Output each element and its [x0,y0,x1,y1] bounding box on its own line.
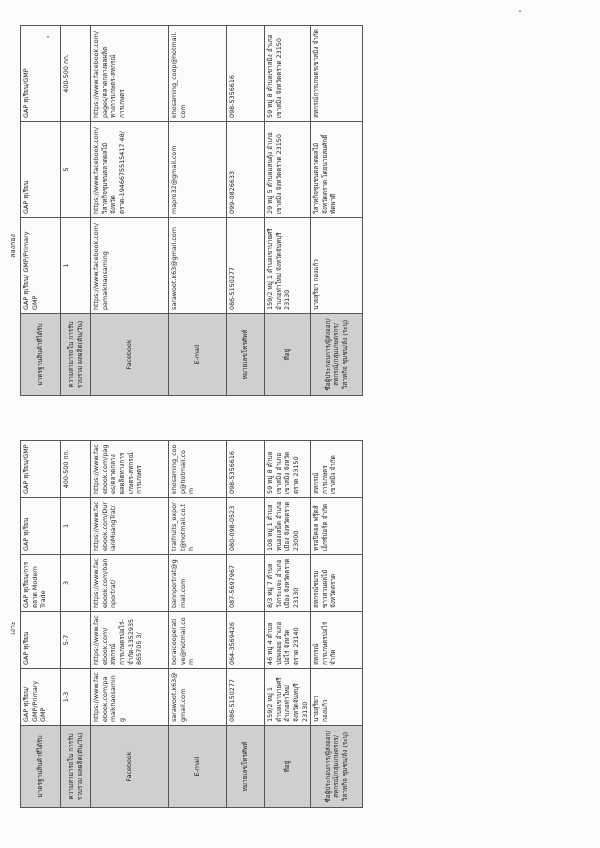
cell-address: 108 หมู่ 1 ตำบลหนองเสม็ด อำเภอเมือง จังหวัดตราด 23000 [265,498,311,555]
cell-phone: 080-098-0523 [227,498,265,555]
cell-capacity: 400-500 กก. [61,441,91,498]
table1-field-name [311,441,363,808]
header-facebook: Facebook [91,314,169,396]
cell-facebook: https://www.facebook.com/pamaikhaosaming [91,669,169,726]
cell-standard: GAP ทุเรียน/GMP [21,26,61,122]
header-facebook: Facebook [91,726,169,808]
cell-address: 159/2 หมู่ 1 ตำบลเขาบายศรี อำเภอท่าใหม่ จังหวัดจันทบุรี 23130 [265,669,311,726]
header-email: E-mail [169,726,227,808]
table1-field-standard [21,441,61,808]
table2-field-email [169,26,227,396]
cell-address: 46 หมู่ 4 ตำบลบ่อพลอย อำเภอบ่อไร่ จังหวัดตราด 23140 [265,612,311,669]
cell-name: นายสุริยา กองแก้ว [311,669,363,726]
cell-phone: 099-0826633 [227,122,265,218]
table2 [20,25,363,396]
cell-facebook: https://www.facebook.com/bannportrat/ [91,555,169,612]
header-capacity: ความสามารถใน การรับรวบรวม ผลผลิต(ตัน/วัน) [61,726,91,808]
cell-phone: 098-5356616 [227,441,265,498]
cell-name: สหกรณ์การเกษตรเขาสมิง จำกัด [311,441,363,498]
cell-phone: 086-5150277 [227,218,265,314]
cell-facebook: https://www.facebook.com/DurianMuangTrat/ [91,498,169,555]
cell-capacity: 400-500 กก. [61,26,91,122]
header-standard: มาตรฐานสินค้าที่ได้รับ [21,726,61,808]
cell-standard: GAP ทุเรียน/GMP [21,441,61,498]
header-name: ชื่อผู้ประกอบการ/ผู้ส่งออก/ สหกรณ์/กลุ่มเกษตรกร/วิสาหกิจ ชุมชน/ล้ง (ระบุ) [311,314,363,396]
cell-facebook: https://www.facebook.com/pages/ตลาดกลางผลผลิตทางการเกษตร-สหกรณ์การเกษตร [91,26,169,122]
header-phone: หมายเลขโทรศัพท์ [227,726,265,808]
header-standard: มาตรฐานสินค้าที่ได้รับ [21,314,61,396]
cell-email: bannportrat@gmail.com [169,555,227,612]
cell-standard: GAP ทุเรียน [21,612,61,669]
cell-phone: 086-5150277 [227,669,265,726]
cell-capacity: 3 [61,555,91,612]
cell-name: สหกรณ์ชมรมชาวสวนผลไม้ จังหวัดตราด [311,555,363,612]
cell-name: นายสุริยา กองแก้ว [311,218,363,314]
table2-title: ลองกอง [9,234,17,258]
cell-phone: 087-5697967 [227,555,265,612]
cell-capacity: 1 [61,218,91,314]
cell-address: 59 หมู่ 8 ตำบลเขาสมิง อำเภอเขาสมิง จังหวัดตราด 23150 [265,441,311,498]
cell-capacity: 5-7 [61,612,91,669]
table2-field-name [311,26,363,396]
cell-email: sarawoot.k63@gmail.com [169,669,227,726]
cell-address: 159/2 หมู่ 1 ตำบลเขาบายศรี อำเภอท่าใหม่ จังหวัดจันทบุรี 23130 [265,218,311,314]
cell-email: khosaming_coop@hotmail.com [169,441,227,498]
header-capacity: ความสามารถใน การรับรวบรวม ผลผลิต(ตัน/วัน) [61,314,91,396]
cell-email: sarawoot.k63@gmail.com [169,218,227,314]
table2-field-phone [227,26,265,396]
cell-name: สหกรณ์การเกษตรเขาสมิง จำกัด [311,26,363,122]
table1-title: เงาะ [9,621,17,635]
cell-capacity: 1-3 [61,669,91,726]
cell-facebook: https://www.facebook.com/วิสาหกิจชุมชนตลาดผลไม้จังหวัดตราด-1946675515417 48/ [91,122,169,218]
cell-address: 8/3 หมู่ 7 ตำบลวังกระแจะ อำเภอเมือง จังหวัดตราด 23130 [265,555,311,612]
cell-address: 59 หมู่ 8 ตำบลเขาสมิง อำเภอเขาสมิง จังหวัดตราด 23150 [265,26,311,122]
cell-phone: 098-5356616 [227,26,265,122]
cell-standard: GAP ทุเรียน/ GMP/Primary GMP [21,218,61,314]
table1-field-phone [227,441,265,808]
cell-facebook: https://www.facebook.com/สหกรณ์การเกษตรบ่อไร่-จำกัด-1352935865705 3/ [91,612,169,669]
table2-field-standard [21,26,61,396]
cell-phone: 064-3569426 [227,612,265,669]
header-email: E-mail [169,314,227,396]
cell-name: สหกรณ์การเกษตรบ่อไร่ จำกัด [311,612,363,669]
table2-field-address [265,26,311,396]
table1-field-email [169,441,227,808]
cell-standard: GAP ทุเรียน [21,122,61,218]
header-name: ชื่อผู้ประกอบการ/ผู้ส่งออก/ สหกรณ์/กลุ่มเกษตรกร/วิสาหกิจ ชุมชน/ล้ง (ระบุ) [311,726,363,808]
table2-field-capacity [61,26,91,396]
table1 [20,440,363,808]
header-address: ที่อยู่ [265,726,311,808]
cell-email: mapro32@gmail.com [169,122,227,218]
cell-facebook: https://www.facebook.com/pamaikhaosaming [91,218,169,314]
cell-facebook: https://www.facebook.com/pages/ตลาดกลางผลผลิตทางการเกษตร-สหกรณ์การเกษตร [91,441,169,498]
cell-capacity: 1 [61,498,91,555]
cell-email: tralfruits_export@hotmail.co.th [169,498,227,555]
cell-email: boraicooperative@hotmail.com [169,612,227,669]
cell-capacity: 5 [61,122,91,218]
table2-field-facebook [91,26,169,396]
header-address: ที่อยู่ [265,314,311,396]
cell-standard: GAP ทุเรียน/ GMP/Primary GMP [21,669,61,726]
cell-standard: GAP ทุเรียน [21,498,61,555]
cell-name: ทรอปิคอล ฟรุ๊ตส์ เอ็กซ์ปอร์ต จำกัด [311,498,363,555]
cell-email: khosaming_coop@hotmail.com [169,26,227,122]
table1-field-address [265,441,311,808]
table1-field-capacity [61,441,91,808]
table1-field-facebook [91,441,169,808]
cell-address: 29 หมู่ 5 ตำบลแสนตุ้ง อำเภอเขาสมิง จังหวัดตราด 23150 [265,122,311,218]
cell-name: วิสาหกิจชุมชนตลาดผลไม้จังหวัดตราด โดยนายสมศักดิ์ พัดพาดี [311,122,363,218]
header-phone: หมายเลขโทรศัพท์ [227,314,265,396]
cell-standard: GAP ทุเรียน/การตลาด Modern Trade [21,555,61,612]
